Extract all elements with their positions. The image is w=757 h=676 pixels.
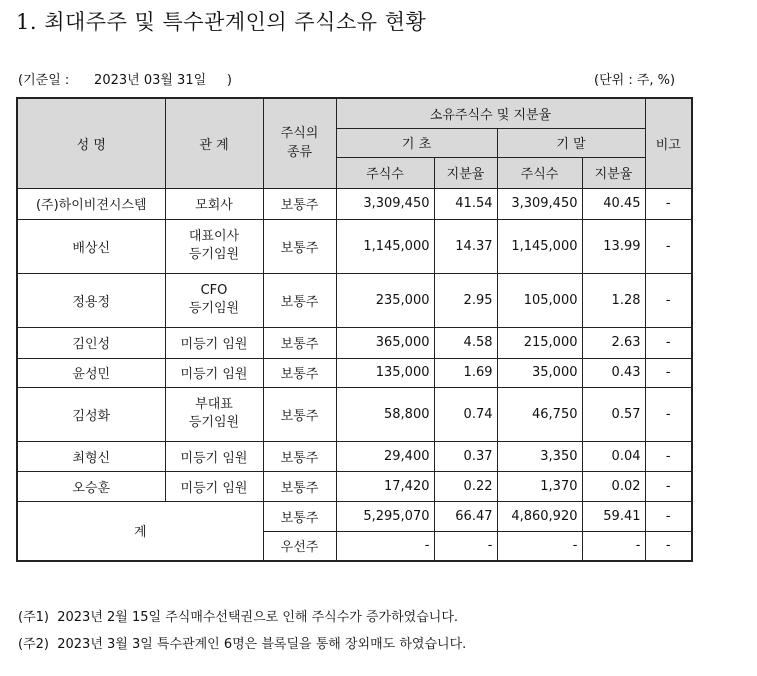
- header-end: 기 말: [497, 128, 645, 157]
- cell-remark: -: [645, 273, 692, 327]
- cell-begin-shares: 5,295,070: [336, 501, 434, 531]
- table-row: [17, 358, 692, 387]
- cell-relation: 대표이사 등기임원: [165, 219, 263, 273]
- cell-remark: -: [645, 219, 692, 273]
- header-name: 성 명: [17, 98, 165, 188]
- table-row: [17, 387, 692, 441]
- cell-type: 보통주: [263, 501, 336, 531]
- cell-relation: 미등기 임원: [165, 358, 263, 387]
- cell-type: 보통주: [263, 358, 336, 387]
- cell-begin-ratio: -: [434, 531, 497, 561]
- cell-relation: 미등기 임원: [165, 471, 263, 501]
- header-end-ratio: 지분율: [582, 157, 645, 188]
- cell-begin-ratio: 0.37: [434, 441, 497, 471]
- cell-end-shares: 105,000: [497, 273, 582, 327]
- cell-end-ratio: 0.43: [582, 358, 645, 387]
- cell-end-shares: 1,370: [497, 471, 582, 501]
- header-ownership: 소유주식수 및 지분율: [336, 98, 645, 128]
- cell-name: 배상신: [17, 219, 165, 273]
- base-date: (기준일 : 2023년 03월 31일 ): [18, 73, 232, 88]
- cell-end-shares: 4,860,920: [497, 501, 582, 531]
- cell-remark: -: [645, 358, 692, 387]
- cell-remark: -: [645, 471, 692, 501]
- cell-end-ratio: 1.28: [582, 273, 645, 327]
- header-end-shares: 주식수: [497, 157, 582, 188]
- table-header: [17, 98, 692, 188]
- unit-label: (단위 : 주, %): [594, 73, 676, 88]
- cell-remark: -: [645, 501, 692, 531]
- cell-name: 최형신: [17, 441, 165, 471]
- table-row: [17, 273, 692, 327]
- cell-end-ratio: 0.04: [582, 441, 645, 471]
- cell-relation: 부대표 등기임원: [165, 387, 263, 441]
- cell-remark: -: [645, 387, 692, 441]
- cell-type: 보통주: [263, 327, 336, 358]
- table-row: [17, 188, 692, 219]
- cell-name: 윤성민: [17, 358, 165, 387]
- cell-name: 김인성: [17, 327, 165, 358]
- cell-end-shares: -: [497, 531, 582, 561]
- cell-begin-shares: 135,000: [336, 358, 434, 387]
- header-relation: 관 계: [165, 98, 263, 188]
- cell-relation: 미등기 임원: [165, 327, 263, 358]
- cell-remark: -: [645, 441, 692, 471]
- table-row: [17, 327, 692, 358]
- cell-end-shares: 1,145,000: [497, 219, 582, 273]
- cell-end-shares: 3,350: [497, 441, 582, 471]
- cell-end-shares: 46,750: [497, 387, 582, 441]
- header-begin-ratio: 지분율: [434, 157, 497, 188]
- header-begin-shares: 주식수: [336, 157, 434, 188]
- cell-end-ratio: 59.41: [582, 501, 645, 531]
- footnote-2: (주2) 2023년 3월 3일 특수관계인 6명은 블록딜을 통해 장외매도 하였습니다.: [18, 637, 467, 652]
- cell-type: 보통주: [263, 219, 336, 273]
- cell-begin-shares: 17,420: [336, 471, 434, 501]
- cell-relation: 미등기 임원: [165, 441, 263, 471]
- footnote-1: (주1) 2023년 2월 15일 주식매수선택권으로 인해 주식수가 증가하였습니다.: [18, 610, 459, 625]
- cell-type: 보통주: [263, 188, 336, 219]
- cell-remark: -: [645, 531, 692, 561]
- cell-begin-shares: 58,800: [336, 387, 434, 441]
- table-body: [17, 188, 692, 561]
- cell-begin-ratio: 66.47: [434, 501, 497, 531]
- cell-begin-shares: 1,145,000: [336, 219, 434, 273]
- cell-type: 보통주: [263, 387, 336, 441]
- cell-begin-shares: 29,400: [336, 441, 434, 471]
- table-row: [17, 219, 692, 273]
- table-row: [17, 441, 692, 471]
- total-label: 계: [17, 501, 263, 561]
- cell-begin-shares: 235,000: [336, 273, 434, 327]
- cell-end-ratio: 13.99: [582, 219, 645, 273]
- header-remark: 비고: [645, 98, 692, 188]
- cell-end-shares: 35,000: [497, 358, 582, 387]
- cell-end-shares: 3,309,450: [497, 188, 582, 219]
- cell-end-ratio: 40.45: [582, 188, 645, 219]
- cell-begin-ratio: 14.37: [434, 219, 497, 273]
- cell-begin-ratio: 1.69: [434, 358, 497, 387]
- cell-end-ratio: 2.63: [582, 327, 645, 358]
- cell-begin-ratio: 4.58: [434, 327, 497, 358]
- cell-begin-ratio: 0.74: [434, 387, 497, 441]
- cell-name: (주)하이비젼시스템: [17, 188, 165, 219]
- cell-name: 김성화: [17, 387, 165, 441]
- cell-type: 보통주: [263, 273, 336, 327]
- header-stock-type: 주식의 종류: [263, 98, 336, 188]
- cell-remark: -: [645, 327, 692, 358]
- cell-type: 보통주: [263, 441, 336, 471]
- cell-end-ratio: 0.02: [582, 471, 645, 501]
- cell-begin-ratio: 41.54: [434, 188, 497, 219]
- cell-begin-ratio: 2.95: [434, 273, 497, 327]
- cell-name: 정용정: [17, 273, 165, 327]
- footnotes: [18, 604, 466, 658]
- cell-type: 보통주: [263, 471, 336, 501]
- cell-relation: 모회사: [165, 188, 263, 219]
- cell-end-ratio: 0.57: [582, 387, 645, 441]
- cell-begin-shares: -: [336, 531, 434, 561]
- cell-name: 오승훈: [17, 471, 165, 501]
- shareholder-table: [16, 97, 693, 562]
- cell-begin-shares: 3,309,450: [336, 188, 434, 219]
- page-title: 1. 최대주주 및 특수관계인의 주식소유 현황: [16, 10, 427, 34]
- total-row: [17, 501, 692, 531]
- cell-end-ratio: -: [582, 531, 645, 561]
- cell-begin-shares: 365,000: [336, 327, 434, 358]
- header-begin: 기 초: [336, 128, 497, 157]
- cell-type: 우선주: [263, 531, 336, 561]
- cell-begin-ratio: 0.22: [434, 471, 497, 501]
- cell-end-shares: 215,000: [497, 327, 582, 358]
- cell-relation: CFO 등기임원: [165, 273, 263, 327]
- table-row: [17, 471, 692, 501]
- cell-remark: -: [645, 188, 692, 219]
